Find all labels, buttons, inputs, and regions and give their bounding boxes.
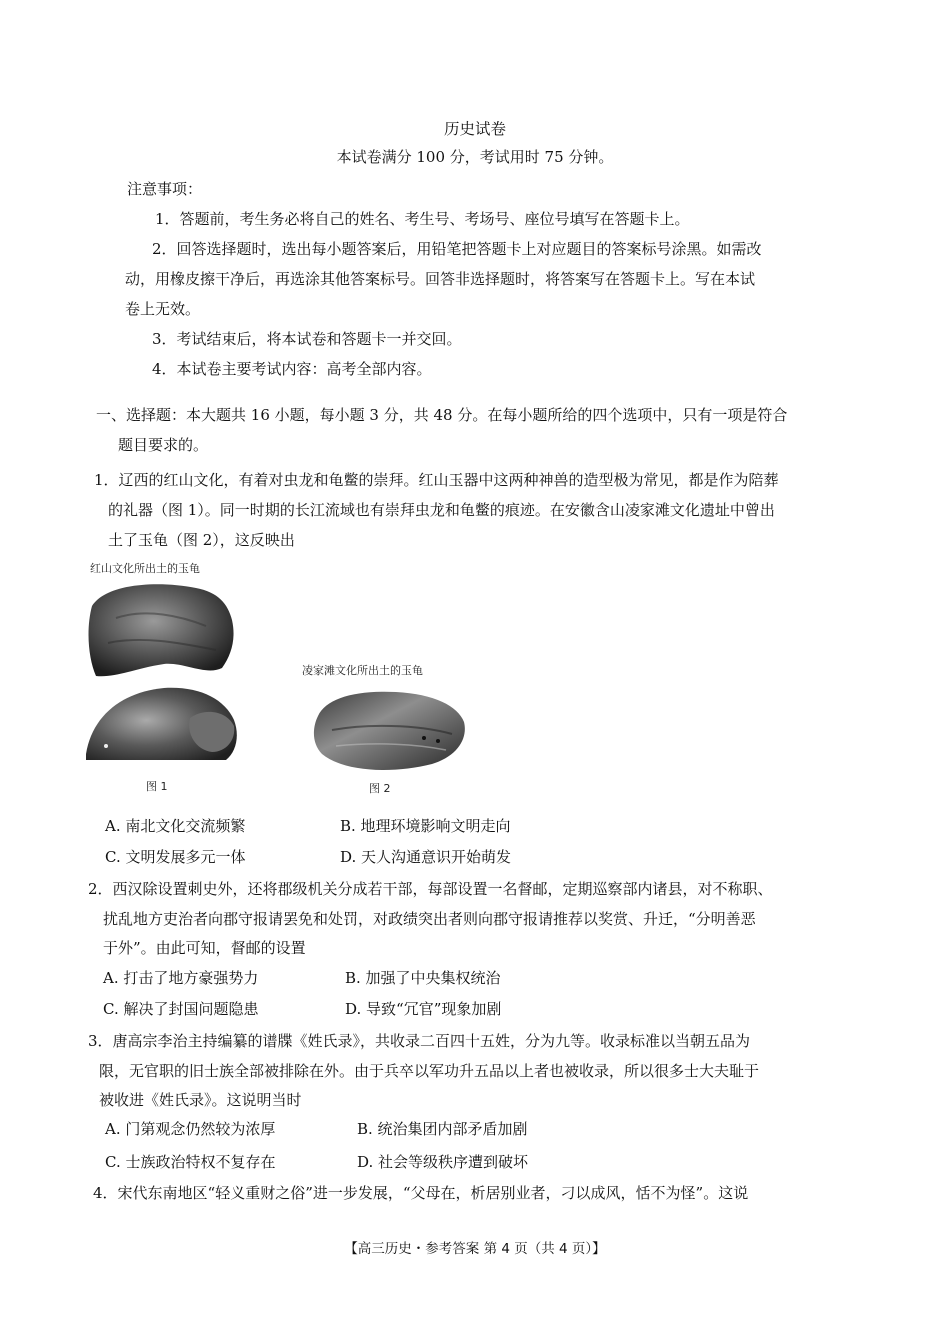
fig2-label: 图 2 xyxy=(369,782,391,795)
q3-option-d: D. 社会等级秩序遭到破坏 xyxy=(357,1153,529,1171)
page-subtitle: 本试卷满分 100 分，考试用时 75 分钟。 xyxy=(336,148,614,166)
fig1-turtle-top xyxy=(89,584,234,676)
notice-heading: 注意事项： xyxy=(127,180,203,198)
q1-figure xyxy=(86,558,486,798)
q2-stem-line-3: 于外”。由此可知，督邮的设置 xyxy=(103,939,306,957)
notice-item-4: 4．本试卷主要考试内容：高考全部内容。 xyxy=(152,360,432,378)
page-title: 历史试卷 xyxy=(443,120,506,138)
q2-option-a: A. 打击了地方豪强势力 xyxy=(103,969,259,987)
section-1-heading-line-2: 题目要求的。 xyxy=(118,436,209,454)
notice-item-2-line-3: 卷上无效。 xyxy=(125,300,201,318)
notice-item-2-line-1: 2．回答选择题时，选出每小题答案后，用铅笔把答题卡上对应题目的答案标号涂黑。如需改 xyxy=(152,240,762,258)
q1-option-a: A. 南北文化交流频繁 xyxy=(105,817,246,835)
q2-option-d: D. 导致“冗官”现象加剧 xyxy=(345,1000,502,1018)
q3-stem-line-3: 被收进《姓氏录》。这说明当时 xyxy=(99,1091,302,1109)
fig1-label: 图 1 xyxy=(146,780,168,793)
notice-item-2-line-2: 动，用橡皮擦干净后，再选涂其他答案标号。回答非选择题时，将答案写在答题卡上。写在本试 xyxy=(125,270,756,288)
q1-stem-line-2: 的礼器（图 1）。同一时期的长江流域也有崇拜虫龙和龟鳖的痕迹。在安徽含山凌家滩文化遗址中曾出 xyxy=(108,501,775,519)
q3-option-c: C. 士族政治特权不复存在 xyxy=(105,1153,276,1171)
q1-option-d: D. 天人沟通意识开始萌发 xyxy=(340,848,512,866)
fig2-turtle xyxy=(314,692,465,770)
fig1-caption: 红山文化所出土的玉龟 xyxy=(90,562,200,575)
fig2-caption: 凌家滩文化所出土的玉龟 xyxy=(302,664,423,677)
q2-stem-line-1: 2．西汉除设置刺史外，还将郡级机关分成若干部，每部设置一名督邮，定期巡察部内诸县，对不称职、 xyxy=(88,880,773,898)
q4-stem-line-1: 4．宋代东南地区“轻义重财之俗”进一步发展，“父母在，析居别业者，刁以成风，恬不为怪”。这说 xyxy=(93,1184,749,1202)
q3-option-b: B. 统治集团内部矛盾加剧 xyxy=(357,1120,528,1138)
q3-stem-line-2: 限，无官职的旧士族全部被排除在外。由于兵卒以军功升五品以上者也被收录，所以很多士大夫耻于 xyxy=(99,1062,760,1080)
q1-stem-line-1: 1．辽西的红山文化，有着对虫龙和龟鳖的崇拜。红山玉器中这两种神兽的造型极为常见，都是作为陪葬 xyxy=(94,471,779,489)
q2-stem-line-2: 扰乱地方吏治者向郡守报请罢免和处罚，对政绩突出者则向郡守报请推荐以奖赏、升迁，“分明善恶 xyxy=(103,910,756,928)
notice-item-1: 1．答题前，考生务必将自己的姓名、考生号、考场号、座位号填写在答题卡上。 xyxy=(155,210,690,228)
fig1-turtle-bottom xyxy=(86,688,237,760)
section-1-heading-line-1: 一、选择题：本大题共 16 小题，每小题 3 分，共 48 分。在每小题所给的四个选项中，只有一项是符合 xyxy=(96,406,788,424)
jade-turtle-images xyxy=(86,558,486,798)
q1-option-c: C. 文明发展多元一体 xyxy=(105,848,246,866)
q1-stem-line-3: 土了玉龟（图 2），这反映出 xyxy=(108,531,295,549)
q2-option-c: C. 解决了封国问题隐患 xyxy=(103,1000,259,1018)
q1-option-b: B. 地理环境影响文明走向 xyxy=(340,817,511,835)
q3-stem-line-1: 3．唐高宗李治主持编纂的谱牒《姓氏录》，共收录二百四十五姓，分为九等。收录标准以当朝五品为 xyxy=(88,1032,751,1050)
page-footer: 【高三历史・参考答案 第 4 页（共 4 页）】 xyxy=(344,1241,606,1257)
q2-option-b: B. 加强了中央集权统治 xyxy=(345,969,501,987)
notice-item-3: 3．考试结束后，将本试卷和答题卡一并交回。 xyxy=(152,330,462,348)
q3-option-a: A. 门第观念仍然较为浓厚 xyxy=(105,1120,276,1138)
